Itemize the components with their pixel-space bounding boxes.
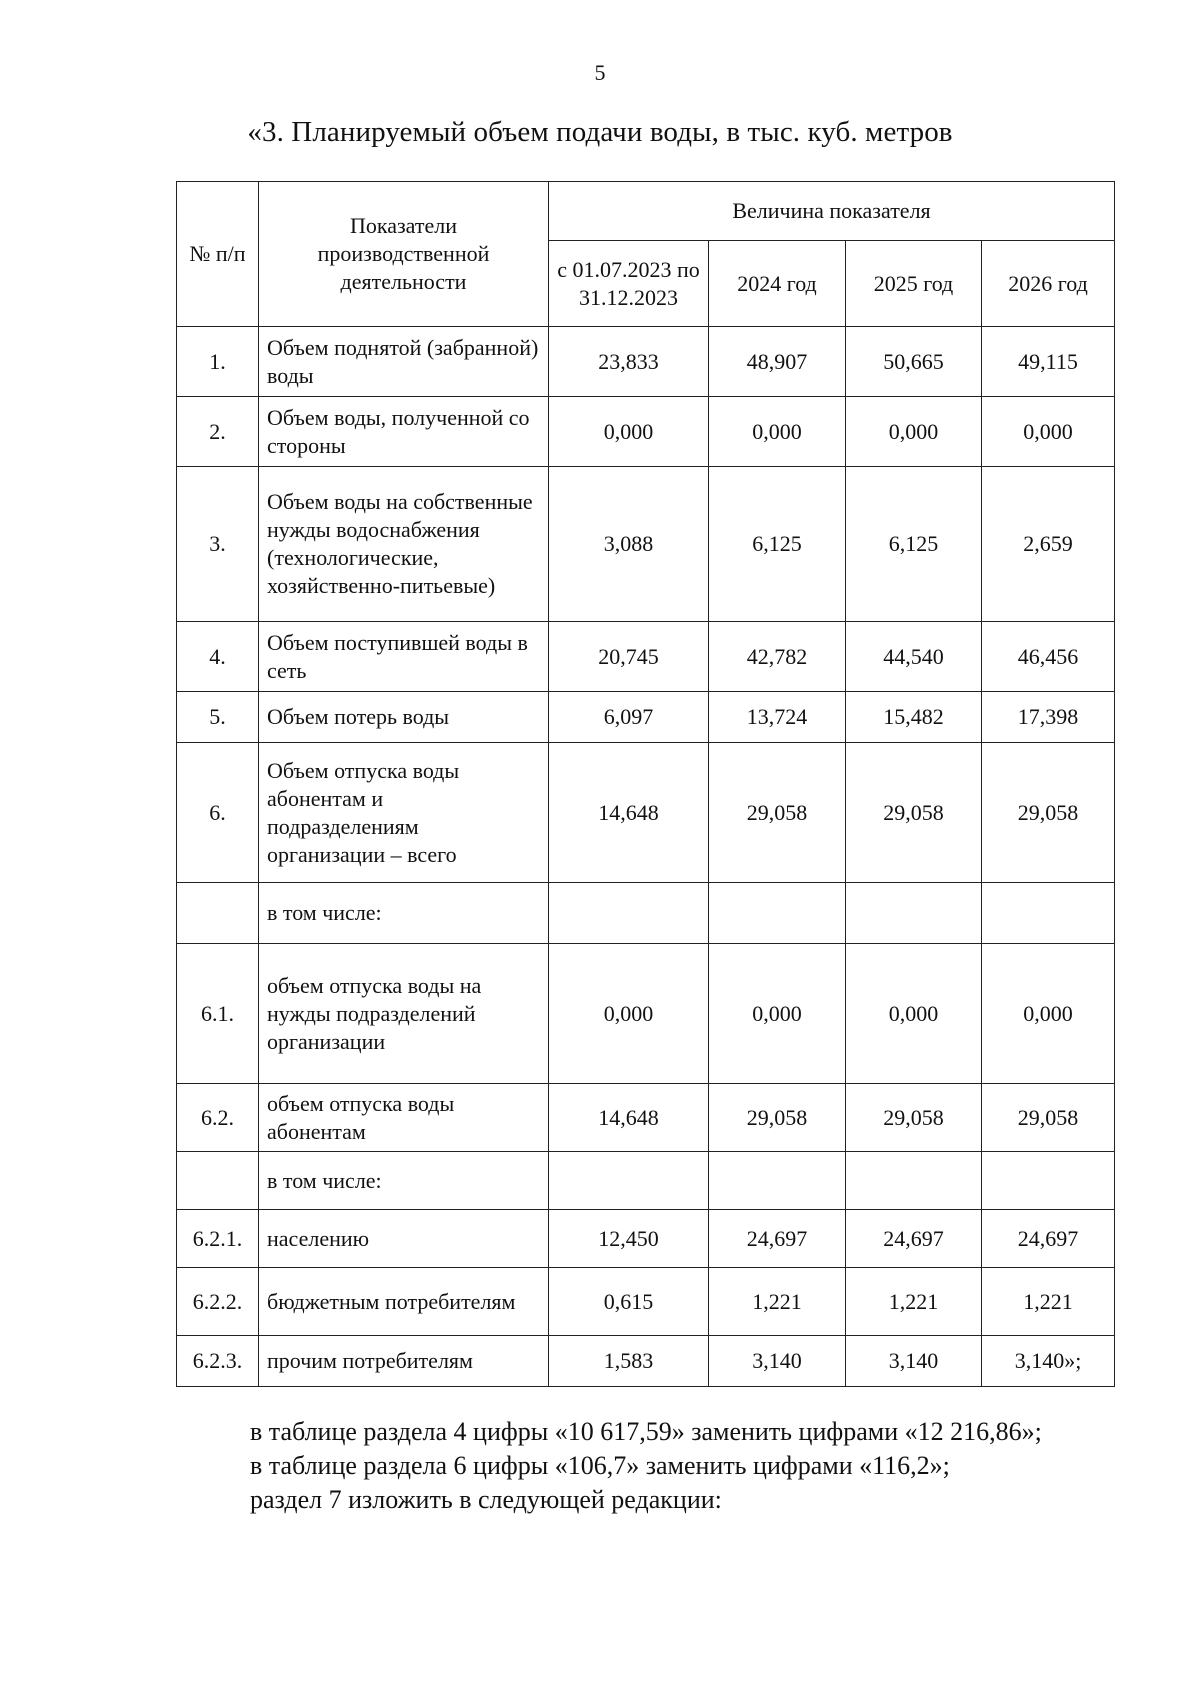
row-label: объем отпуска воды на нужды подразделений организации xyxy=(259,944,549,1084)
row-value: 17,398 xyxy=(982,692,1115,743)
row-value: 1,221 xyxy=(982,1268,1115,1336)
table-row xyxy=(177,1336,1115,1387)
amendment-paragraph: в таблице раздела 4 цифры «10 617,59» заменить цифрами «12 216,86»; xyxy=(250,1417,1042,1446)
row-value: 3,140 xyxy=(846,1336,982,1387)
row-value: 3,140 xyxy=(709,1336,846,1387)
row-value xyxy=(709,883,846,944)
row-num: 6.2. xyxy=(177,1084,259,1152)
row-value: 29,058 xyxy=(846,743,982,883)
header-period: с 01.07.2023 по 31.12.2023 xyxy=(549,241,709,327)
row-num: 6. xyxy=(177,743,259,883)
row-value: 0,000 xyxy=(709,944,846,1084)
row-label: прочим потребителям xyxy=(259,1336,549,1387)
row-value: 29,058 xyxy=(709,1084,846,1152)
amendment-paragraph: в таблице раздела 6 цифры «106,7» заменить цифрами «116,2»; xyxy=(250,1451,950,1480)
row-value: 2,659 xyxy=(982,467,1115,622)
row-value xyxy=(549,1152,709,1210)
row-value: 14,648 xyxy=(549,743,709,883)
row-label: Объем поднятой (забранной) воды xyxy=(259,327,549,397)
row-value: 46,456 xyxy=(982,622,1115,692)
table-row xyxy=(177,692,1115,743)
row-value xyxy=(846,883,982,944)
row-value: 0,000 xyxy=(846,397,982,467)
row-value: 12,450 xyxy=(549,1210,709,1268)
row-value: 0,615 xyxy=(549,1268,709,1336)
row-label: населению xyxy=(259,1210,549,1268)
row-num xyxy=(177,883,259,944)
row-label: Объем отпуска воды абонентам и подразделениям организации – всего xyxy=(259,743,549,883)
row-value: 48,907 xyxy=(709,327,846,397)
row-num: 5. xyxy=(177,692,259,743)
row-value: 0,000 xyxy=(982,397,1115,467)
row-value: 29,058 xyxy=(982,1084,1115,1152)
row-value: 6,125 xyxy=(846,467,982,622)
row-value: 0,000 xyxy=(982,944,1115,1084)
table-heading: «3. Планируемый объем подачи воды, в тыс. куб. метров xyxy=(247,116,953,148)
header-period: 2025 год xyxy=(846,241,982,327)
table-row xyxy=(177,883,1115,944)
row-value: 49,115 xyxy=(982,327,1115,397)
row-num: 1. xyxy=(177,327,259,397)
row-value xyxy=(846,1152,982,1210)
table-row xyxy=(177,1268,1115,1336)
row-value: 1,221 xyxy=(709,1268,846,1336)
row-value: 1,583 xyxy=(549,1336,709,1387)
row-num: 2. xyxy=(177,397,259,467)
row-num: 6.2.3. xyxy=(177,1336,259,1387)
table-row xyxy=(177,327,1115,397)
table-row xyxy=(177,622,1115,692)
header-value-group: Величина показателя xyxy=(549,182,1115,241)
row-value: 24,697 xyxy=(982,1210,1115,1268)
table-row xyxy=(177,467,1115,622)
row-num: 3. xyxy=(177,467,259,622)
table-row xyxy=(177,743,1115,883)
row-label: в том числе: xyxy=(259,1152,549,1210)
header-period: 2026 год xyxy=(982,241,1115,327)
row-value: 20,745 xyxy=(549,622,709,692)
row-label: объем отпуска воды абонентам xyxy=(259,1084,549,1152)
row-value: 14,648 xyxy=(549,1084,709,1152)
row-label: Объем потерь воды xyxy=(259,692,549,743)
table-row xyxy=(177,1152,1115,1210)
row-value: 3,140»; xyxy=(982,1336,1115,1387)
row-label: в том числе: xyxy=(259,883,549,944)
water-supply-table xyxy=(176,181,1115,1387)
row-value: 50,665 xyxy=(846,327,982,397)
row-value: 3,088 xyxy=(549,467,709,622)
row-num: 4. xyxy=(177,622,259,692)
row-value: 15,482 xyxy=(846,692,982,743)
row-value: 0,000 xyxy=(709,397,846,467)
row-value: 0,000 xyxy=(846,944,982,1084)
row-value: 6,097 xyxy=(549,692,709,743)
row-value: 24,697 xyxy=(709,1210,846,1268)
table-row xyxy=(177,1084,1115,1152)
amendment-paragraph: раздел 7 изложить в следующей редакции: xyxy=(250,1485,722,1514)
row-value: 29,058 xyxy=(846,1084,982,1152)
row-value: 23,833 xyxy=(549,327,709,397)
row-value: 13,724 xyxy=(709,692,846,743)
row-label: Объем воды, полученной со стороны xyxy=(259,397,549,467)
row-num xyxy=(177,1152,259,1210)
row-value: 0,000 xyxy=(549,397,709,467)
row-value xyxy=(709,1152,846,1210)
row-value: 29,058 xyxy=(982,743,1115,883)
header-period: 2024 год xyxy=(709,241,846,327)
row-value: 44,540 xyxy=(846,622,982,692)
row-value: 6,125 xyxy=(709,467,846,622)
table-row xyxy=(177,397,1115,467)
row-value: 24,697 xyxy=(846,1210,982,1268)
table-row xyxy=(177,1210,1115,1268)
row-value xyxy=(549,883,709,944)
row-num: 6.2.1. xyxy=(177,1210,259,1268)
table-row xyxy=(177,944,1115,1084)
row-value: 0,000 xyxy=(549,944,709,1084)
header-num: № п/п xyxy=(177,182,259,327)
row-label: Объем воды на собственные нужды водоснабжения (технологические, хозяйственно-питьевые) xyxy=(259,467,549,622)
row-num: 6.1. xyxy=(177,944,259,1084)
row-value: 29,058 xyxy=(709,743,846,883)
row-label: Объем поступившей воды в сеть xyxy=(259,622,549,692)
row-value xyxy=(982,1152,1115,1210)
row-value xyxy=(982,883,1115,944)
row-value: 42,782 xyxy=(709,622,846,692)
row-value: 1,221 xyxy=(846,1268,982,1336)
page-number: 5 xyxy=(594,60,606,85)
header-indicator: Показатели производственной деятельности xyxy=(259,182,549,327)
row-num: 6.2.2. xyxy=(177,1268,259,1336)
row-label: бюджетным потребителям xyxy=(259,1268,549,1336)
